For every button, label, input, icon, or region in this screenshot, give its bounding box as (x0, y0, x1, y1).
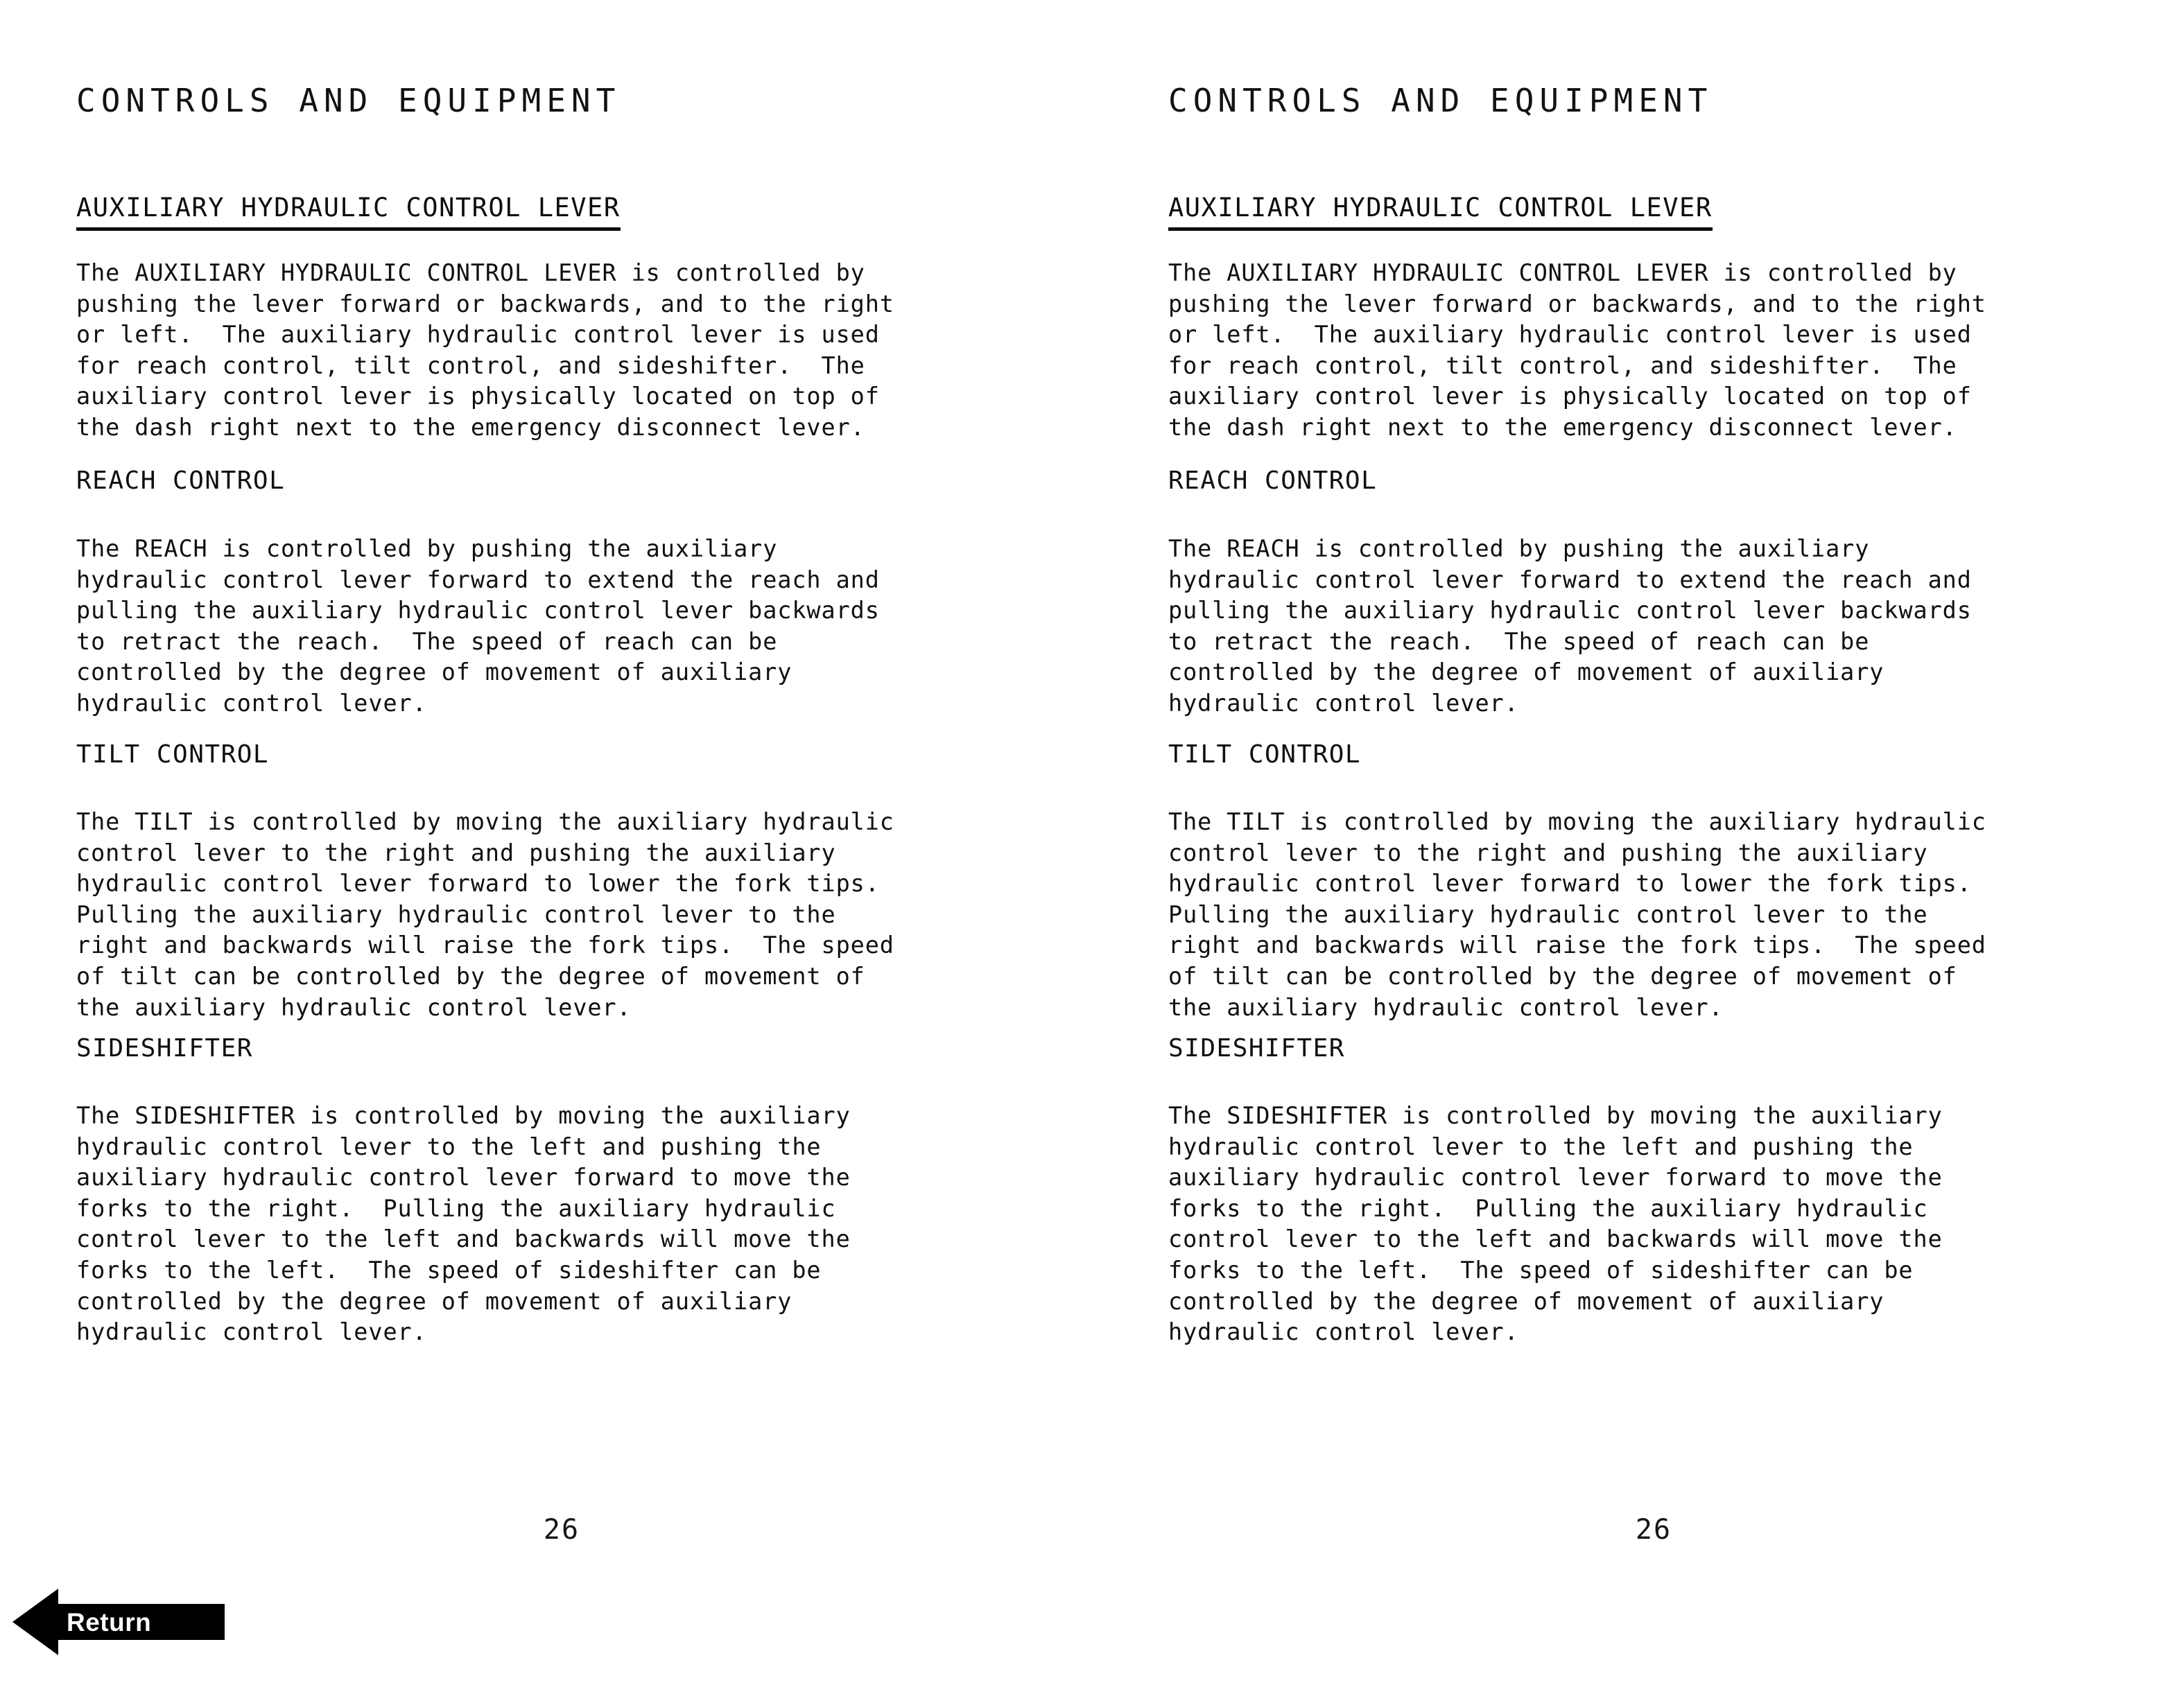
paragraph-line: hydraulic control lever. (1168, 689, 1519, 717)
sideshifter-paragraph (76, 1101, 1047, 1348)
paragraph-line: pushing the lever forward or backwards, and to the right (1168, 290, 1986, 317)
return-button[interactable] (12, 1589, 227, 1655)
intro-paragraph (76, 258, 1047, 444)
page-number-right: 26 (1635, 1514, 1672, 1546)
sideshifter-paragraph (1168, 1101, 2139, 1348)
paragraph-line: forks to the left. The speed of sideshifter can be (76, 1256, 822, 1284)
running-head: CONTROLS AND EQUIPMENT (1168, 82, 1713, 119)
paragraph-line: The REACH is controlled by pushing the auxiliary (1168, 535, 1870, 562)
intro-paragraph (1168, 258, 2139, 444)
paragraph-line: auxiliary control lever is physically located on top of (1168, 383, 1972, 410)
paragraph-line: hydraulic control lever forward to extend the reach and (1168, 566, 1972, 593)
paragraph-line: The TILT is controlled by moving the auxiliary hydraulic (76, 808, 894, 835)
paragraph-line: to retract the reach. The speed of reach can be (76, 627, 778, 655)
heading-tilt-control: TILT CONTROL (76, 740, 270, 769)
paragraph-line: The AUXILIARY HYDRAULIC CONTROL LEVER is controlled by (1168, 259, 1957, 286)
paragraph-line: forks to the left. The speed of sideshifter can be (1168, 1256, 1914, 1284)
paragraph-line: pulling the auxiliary hydraulic control lever backwards (76, 597, 880, 625)
paragraph-line: control lever to the right and pushing the auxiliary (1168, 839, 1928, 866)
paragraph-line: hydraulic control lever to the left and pushing the (1168, 1133, 1914, 1160)
paragraph-line: The SIDESHIFTER is controlled by moving the auxiliary (76, 1102, 851, 1129)
paragraph-line: Pulling the auxiliary hydraulic control lever to the (1168, 900, 1928, 928)
paragraph-line: auxiliary hydraulic control lever forward to move the (76, 1164, 851, 1191)
paragraph-line: or left. The auxiliary hydraulic control lever is used (1168, 321, 1972, 349)
heading-reach-control: REACH CONTROL (1168, 466, 1378, 495)
paragraph-line: pushing the lever forward or backwards, and to the right (76, 290, 894, 317)
section-title-auxiliary-hydraulic-control-lever: AUXILIARY HYDRAULIC CONTROL LEVER (1168, 193, 1713, 231)
left-arrow-icon (12, 1589, 58, 1655)
reach-control-paragraph (1168, 534, 2139, 719)
paragraph-line: hydraulic control lever to the left and pushing the (76, 1133, 822, 1160)
paragraph-line: the auxiliary hydraulic control lever. (76, 993, 632, 1021)
paragraph-line: the auxiliary hydraulic control lever. (1168, 993, 1724, 1021)
paragraph-line: hydraulic control lever. (76, 1318, 427, 1346)
running-head: CONTROLS AND EQUIPMENT (76, 82, 621, 119)
reach-control-paragraph (76, 534, 1047, 719)
paragraph-line: auxiliary control lever is physically located on top of (76, 383, 880, 410)
tilt-control-paragraph (1168, 807, 2139, 1023)
heading-tilt-control: TILT CONTROL (1168, 740, 1362, 769)
paragraph-line: controlled by the degree of movement of auxiliary (1168, 1287, 1884, 1315)
tilt-control-paragraph (76, 807, 1047, 1023)
paragraph-line: The AUXILIARY HYDRAULIC CONTROL LEVER is controlled by (76, 259, 865, 286)
paragraph-line: for reach control, tilt control, and sideshifter. The (1168, 351, 1957, 379)
paragraph-line: or left. The auxiliary hydraulic control lever is used (76, 321, 880, 349)
paragraph-line: forks to the right. Pulling the auxiliary hydraulic (76, 1194, 836, 1222)
paragraph-line: auxiliary hydraulic control lever forward to move the (1168, 1164, 1943, 1191)
paragraph-line: hydraulic control lever. (1168, 1318, 1519, 1346)
paragraph-line: forks to the right. Pulling the auxiliary hydraulic (1168, 1194, 1928, 1222)
paragraph-line: of tilt can be controlled by the degree of movement of (1168, 962, 1957, 990)
paragraph-line: The SIDESHIFTER is controlled by moving the auxiliary (1168, 1102, 1943, 1129)
page-number-left: 26 (543, 1514, 580, 1546)
paragraph-line: for reach control, tilt control, and sideshifter. The (76, 351, 865, 379)
paragraph-line: to retract the reach. The speed of reach can be (1168, 627, 1870, 655)
paragraph-line: controlled by the degree of movement of auxiliary (1168, 658, 1884, 686)
paragraph-line: right and backwards will raise the fork tips. The speed (76, 932, 894, 959)
paragraph-line: hydraulic control lever forward to lower the fork tips. (1168, 870, 1972, 898)
heading-sideshifter: SIDESHIFTER (1168, 1034, 1345, 1063)
paragraph-line: right and backwards will raise the fork tips. The speed (1168, 932, 1986, 959)
heading-sideshifter: SIDESHIFTER (76, 1034, 253, 1063)
paragraph-line: hydraulic control lever. (76, 689, 427, 717)
section-title-auxiliary-hydraulic-control-lever: AUXILIARY HYDRAULIC CONTROL LEVER (76, 193, 621, 231)
heading-reach-control: REACH CONTROL (76, 466, 286, 495)
paragraph-line: controlled by the degree of movement of auxiliary (76, 1287, 792, 1315)
paragraph-line: control lever to the right and pushing the auxiliary (76, 839, 836, 866)
paragraph-line: of tilt can be controlled by the degree of movement of (76, 962, 865, 990)
paragraph-line: hydraulic control lever forward to extend the reach and (76, 566, 880, 593)
page-right-content (1168, 0, 2139, 1685)
paragraph-line: hydraulic control lever forward to lower the fork tips. (76, 870, 880, 898)
paragraph-line: control lever to the left and backwards will move the (76, 1225, 851, 1253)
paragraph-line: The REACH is controlled by pushing the auxiliary (76, 535, 778, 562)
paragraph-line: Pulling the auxiliary hydraulic control lever to the (76, 900, 836, 928)
paragraph-line: the dash right next to the emergency disconnect lever. (1168, 413, 1957, 441)
page-left-content (76, 0, 1047, 1685)
paragraph-line: pulling the auxiliary hydraulic control lever backwards (1168, 597, 1972, 625)
paragraph-line: the dash right next to the emergency disconnect lever. (76, 413, 865, 441)
paragraph-line: control lever to the left and backwards will move the (1168, 1225, 1943, 1253)
page-right (1092, 0, 2184, 1685)
return-button-label: Return (67, 1608, 152, 1636)
paragraph-line: controlled by the degree of movement of auxiliary (76, 658, 792, 686)
paragraph-line: The TILT is controlled by moving the auxiliary hydraulic (1168, 808, 1986, 835)
